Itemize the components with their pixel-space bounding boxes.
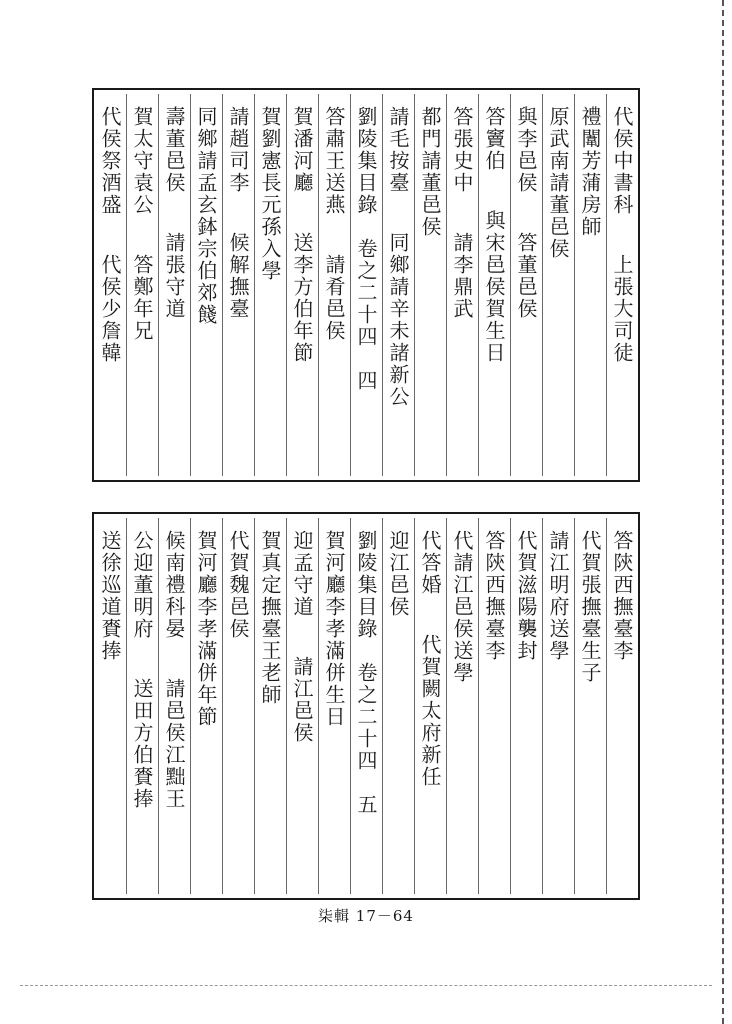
column-title: 賀河廳李孝滿併年節 bbox=[194, 530, 218, 728]
text-column bbox=[579, 530, 601, 684]
column-title: 公迎董明府 bbox=[130, 530, 154, 640]
column-rule bbox=[158, 94, 159, 476]
column-subtitle: 代侯少詹韓 bbox=[98, 254, 122, 364]
column-rule bbox=[446, 94, 447, 476]
column-title: 候南禮科晏 bbox=[162, 530, 186, 640]
column-title: 代請江邑侯送學 bbox=[450, 530, 474, 684]
column-rule bbox=[222, 94, 223, 476]
column-rule bbox=[350, 94, 351, 476]
text-column bbox=[547, 530, 569, 662]
column-title: 賀太守袁公 bbox=[130, 106, 154, 216]
column-title: 劉陵集目錄 卷之二十四 四 bbox=[354, 106, 378, 392]
text-column bbox=[387, 530, 409, 618]
column-title: 賀劉憲長元孫入學 bbox=[258, 106, 282, 282]
text-column bbox=[163, 530, 185, 810]
text-column bbox=[131, 530, 153, 810]
column-rule bbox=[574, 94, 575, 476]
text-column bbox=[163, 106, 185, 320]
bottom-page-frame bbox=[92, 512, 640, 900]
text-column bbox=[547, 106, 569, 260]
column-title: 答竇伯 bbox=[482, 106, 506, 172]
text-column bbox=[355, 106, 377, 392]
text-column bbox=[483, 106, 505, 364]
column-rule bbox=[286, 94, 287, 476]
column-rule bbox=[606, 518, 607, 894]
column-rule bbox=[542, 518, 543, 894]
text-column bbox=[259, 530, 281, 706]
column-title: 禮闈芳蒲房師 bbox=[578, 106, 602, 238]
text-column bbox=[99, 530, 121, 662]
text-column bbox=[451, 530, 473, 684]
text-column bbox=[355, 530, 377, 816]
column-rule bbox=[606, 94, 607, 476]
text-column bbox=[259, 106, 281, 282]
column-rule bbox=[414, 94, 415, 476]
column-subtitle: 答董邑侯 bbox=[514, 232, 538, 320]
text-column bbox=[131, 106, 153, 342]
column-title: 原武南請董邑侯 bbox=[546, 106, 570, 260]
column-subtitle: 請邑侯江黜王 bbox=[162, 678, 186, 810]
text-column bbox=[451, 106, 473, 320]
column-rule bbox=[446, 518, 447, 894]
column-rule bbox=[190, 518, 191, 894]
column-title: 代侯祭酒盛 bbox=[98, 106, 122, 216]
column-rule bbox=[190, 94, 191, 476]
text-column bbox=[419, 106, 441, 238]
text-column bbox=[195, 530, 217, 728]
column-rule bbox=[222, 518, 223, 894]
text-column bbox=[419, 530, 441, 788]
text-column bbox=[611, 530, 633, 662]
column-rule bbox=[126, 518, 127, 894]
column-rule bbox=[510, 94, 511, 476]
column-subtitle: 上張大司徒 bbox=[610, 254, 634, 364]
text-column bbox=[291, 530, 313, 744]
column-title: 答陝西撫臺李 bbox=[482, 530, 506, 662]
column-rule bbox=[382, 518, 383, 894]
text-column bbox=[195, 106, 217, 326]
column-title: 賀真定撫臺王老師 bbox=[258, 530, 282, 706]
column-subtitle: 請肴邑侯 bbox=[322, 254, 346, 342]
column-rule bbox=[254, 518, 255, 894]
column-title: 送徐巡道賚捧 bbox=[98, 530, 122, 662]
column-rule bbox=[574, 518, 575, 894]
column-title: 答張史中 bbox=[450, 106, 474, 194]
text-column bbox=[323, 106, 345, 342]
text-column bbox=[579, 106, 601, 238]
column-rule bbox=[382, 94, 383, 476]
column-rule bbox=[254, 94, 255, 476]
column-title: 請江明府送學 bbox=[546, 530, 570, 662]
column-rule bbox=[318, 94, 319, 476]
scan-edge bbox=[722, 0, 724, 1024]
text-column bbox=[515, 530, 537, 662]
text-column bbox=[227, 530, 249, 640]
text-column bbox=[323, 530, 345, 728]
column-title: 迎孟守道 bbox=[290, 530, 314, 618]
column-subtitle: 同鄉請辛未諸新公 bbox=[386, 232, 410, 408]
column-subtitle: 請張守道 bbox=[162, 232, 186, 320]
column-title: 賀河廳李孝滿併生日 bbox=[322, 530, 346, 728]
column-subtitle: 請江邑侯 bbox=[290, 656, 314, 744]
column-title: 迎江邑侯 bbox=[386, 530, 410, 618]
column-title: 賀潘河廳 bbox=[290, 106, 314, 194]
column-subtitle: 送李方伯年節 bbox=[290, 232, 314, 364]
column-subtitle: 候解撫臺 bbox=[226, 232, 250, 320]
column-rule bbox=[510, 518, 511, 894]
text-column bbox=[387, 106, 409, 408]
column-title: 都門請董邑侯 bbox=[418, 106, 442, 238]
column-title: 請毛按臺 bbox=[386, 106, 410, 194]
column-title: 代答婚 bbox=[418, 530, 442, 596]
column-rule bbox=[478, 94, 479, 476]
column-title: 代侯中書科 bbox=[610, 106, 634, 216]
column-title: 代賀張撫臺生子 bbox=[578, 530, 602, 684]
column-subtitle: 請李鼎武 bbox=[450, 232, 474, 320]
column-title: 答陝西撫臺李 bbox=[610, 530, 634, 662]
column-rule bbox=[350, 518, 351, 894]
top-page-frame bbox=[92, 88, 640, 482]
column-title: 同鄉請孟玄鉢宗伯郊餞 bbox=[194, 106, 218, 326]
column-rule bbox=[414, 518, 415, 894]
column-title: 代賀魏邑侯 bbox=[226, 530, 250, 640]
column-subtitle: 送田方伯賚捧 bbox=[130, 678, 154, 810]
text-column bbox=[515, 106, 537, 320]
text-column bbox=[99, 106, 121, 364]
column-rule bbox=[158, 518, 159, 894]
column-subtitle: 與宋邑侯賀生日 bbox=[482, 210, 506, 364]
text-column bbox=[227, 106, 249, 320]
column-title: 答肅王送燕 bbox=[322, 106, 346, 216]
column-subtitle: 答鄭年兄 bbox=[130, 254, 154, 342]
column-rule bbox=[126, 94, 127, 476]
column-title: 壽董邑侯 bbox=[162, 106, 186, 194]
column-rule bbox=[542, 94, 543, 476]
column-subtitle: 代賀闕太府新任 bbox=[418, 634, 442, 788]
text-column bbox=[611, 106, 633, 364]
column-rule bbox=[286, 518, 287, 894]
column-title: 劉陵集目錄 卷之二十四 五 bbox=[354, 530, 378, 816]
column-title: 代賀滋陽襲封 bbox=[514, 530, 538, 662]
text-column bbox=[291, 106, 313, 364]
column-title: 請趙司李 bbox=[226, 106, 250, 194]
column-rule bbox=[478, 518, 479, 894]
text-column bbox=[483, 530, 505, 662]
scan-bottom-edge bbox=[20, 985, 712, 986]
column-rule bbox=[318, 518, 319, 894]
page-number: 柒輯 17－64 bbox=[318, 907, 414, 925]
column-title: 與李邑侯 bbox=[514, 106, 538, 194]
